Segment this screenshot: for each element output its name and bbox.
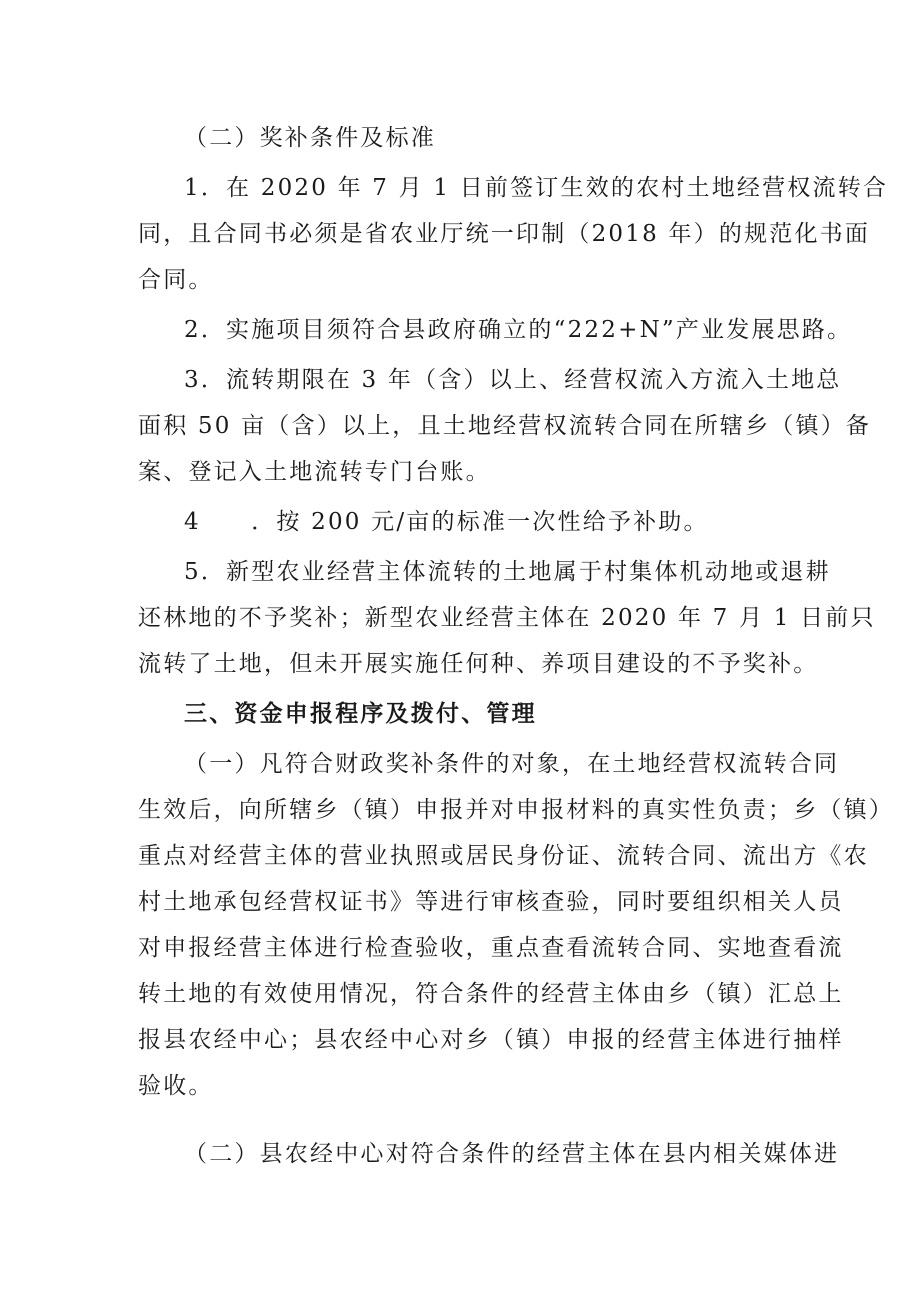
- paragraph-line: 重点对经营主体的营业执照或居民身份证、流转合同、流出方《农: [138, 843, 869, 869]
- paragraph-line: 流转了土地，但未开展实施任何种、养项目建设的不予奖补。: [138, 651, 819, 677]
- paragraph-line: 5．新型农业经营主体流转的土地属于村集体机动地或退耕: [184, 559, 831, 585]
- paragraph-line: 案、登记入土地流转专门台账。: [138, 459, 491, 485]
- section-heading-3: 三、资金申报程序及拨付、管理: [184, 701, 537, 727]
- subsection-heading-2: （二）奖补条件及标准: [184, 125, 436, 151]
- paragraph-line: （一）凡符合财政奖补条件的对象，在土地经营权流转合同: [184, 751, 840, 777]
- paragraph-line: 4 ．按 200 元/亩的标准一次性给予补助。: [184, 509, 709, 535]
- paragraph-line: 报县农经中心；县农经中心对乡（镇）申报的经营主体进行抽样: [138, 1027, 844, 1053]
- paragraph-line: 转土地的有效使用情况，符合条件的经营主体由乡（镇）汇总上: [138, 981, 844, 1007]
- paragraph-line: 面积 50 亩（含）以上，且土地经营权流转合同在所辖乡（镇）备: [138, 413, 872, 439]
- paragraph-line: 同，且合同书必须是省农业厅统一印制（2018 年）的规范化书面: [138, 221, 871, 247]
- paragraph-line: 对申报经营主体进行检查验收，重点查看流转合同、实地查看流: [138, 935, 844, 961]
- paragraph-line: 村土地承包经营权证书》等进行审核查验，同时要组织相关人员: [138, 889, 844, 915]
- paragraph-line: 3．流转期限在 3 年（含）以上、经营权流入方流入土地总: [184, 367, 842, 393]
- paragraph-line: 还林地的不予奖补；新型农业经营主体在 2020 年 7 月 1 日前只: [138, 605, 876, 631]
- paragraph-line: 合同。: [138, 267, 214, 293]
- paragraph-line: 2．实施项目须符合县政府确立的“222+N”产业发展思路。: [184, 317, 853, 343]
- paragraph-line: 1．在 2020 年 7 月 1 日前签订生效的农村土地经营权流转合: [184, 175, 889, 201]
- paragraph-line: （二）县农经中心对符合条件的经营主体在县内相关媒体进: [184, 1141, 840, 1167]
- paragraph-line: 验收。: [138, 1073, 214, 1099]
- paragraph-line: 生效后，向所辖乡（镇）申报并对申报材料的真实性负责；乡（镇）: [138, 797, 894, 823]
